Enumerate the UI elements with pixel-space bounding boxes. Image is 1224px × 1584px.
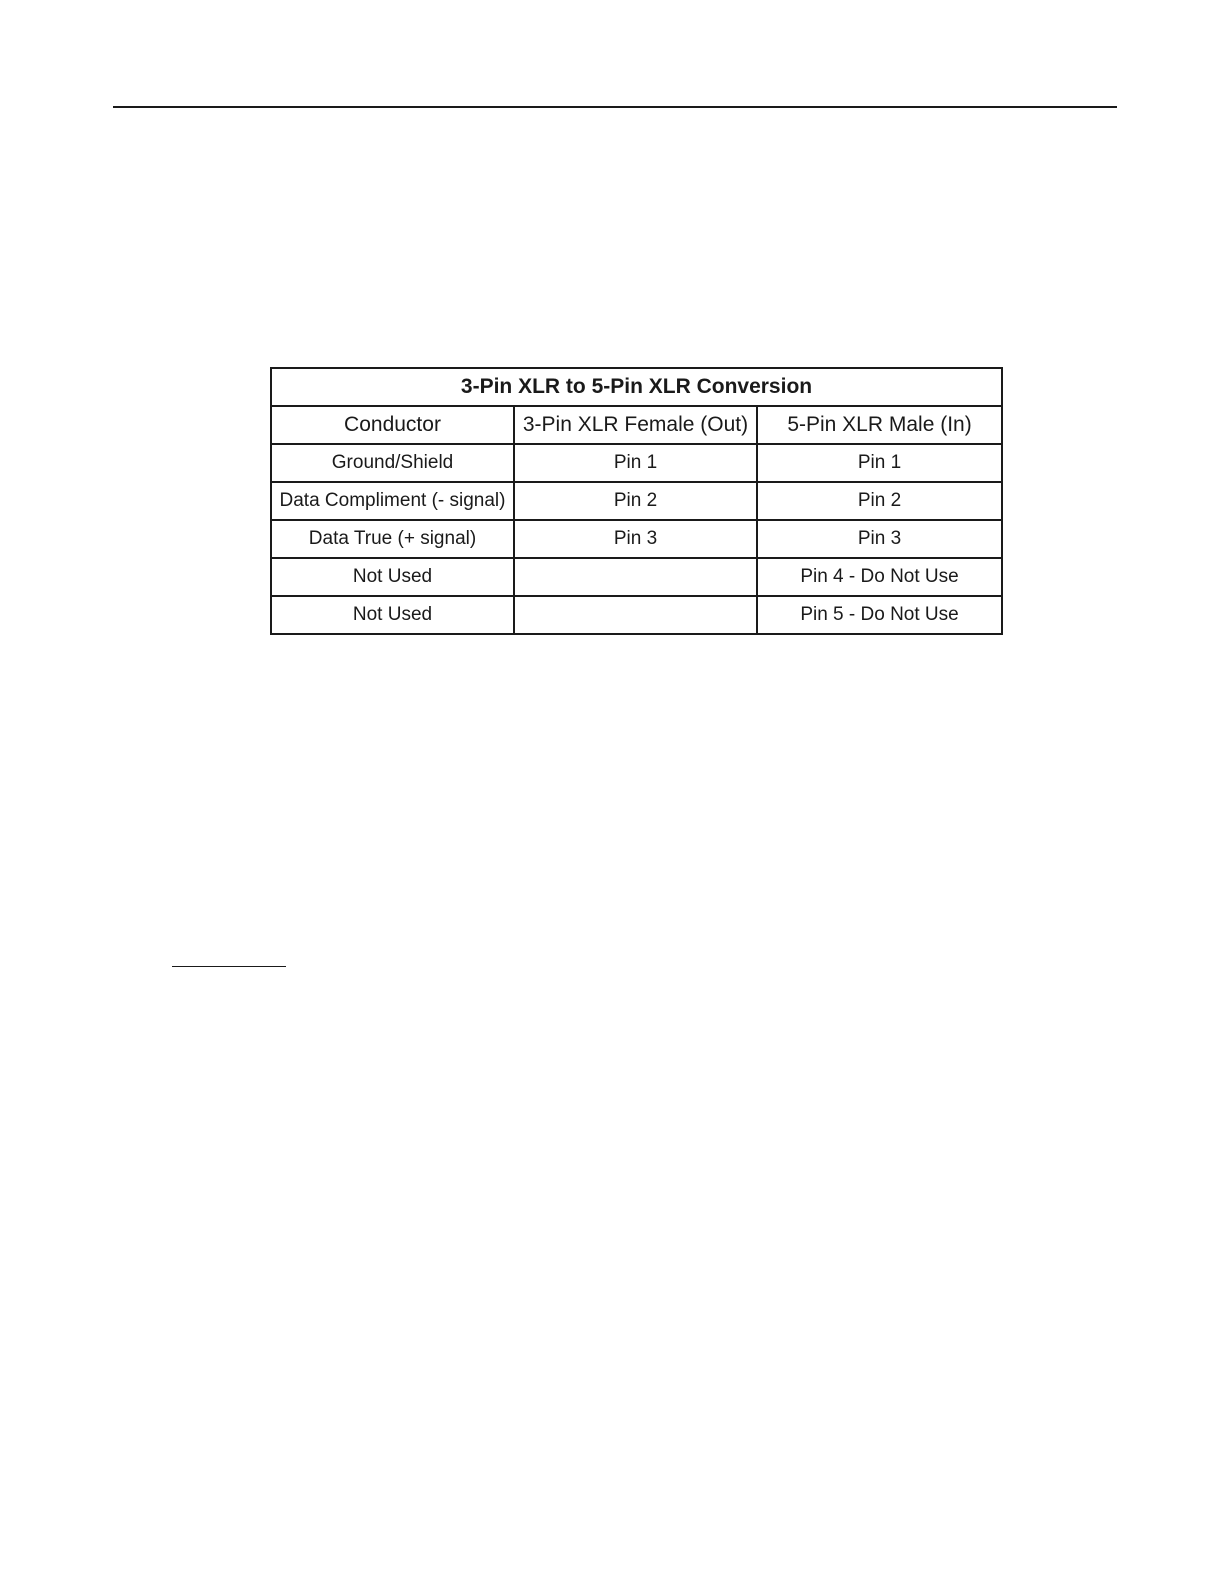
conductor-cell: Ground/Shield	[271, 444, 514, 482]
table-row	[271, 520, 1002, 558]
table-row	[271, 558, 1002, 596]
table-row	[271, 596, 1002, 634]
3pin-cell: Pin 2	[514, 482, 757, 520]
3pin-cell	[514, 596, 757, 634]
table-title-row	[271, 368, 1002, 406]
conductor-cell: Not Used	[271, 558, 514, 596]
column-header-3pin: 3-Pin XLR Female (Out)	[514, 406, 757, 444]
header-rule	[113, 106, 1117, 108]
footnote-rule	[172, 966, 286, 967]
5pin-cell: Pin 4 - Do Not Use	[757, 558, 1002, 596]
table-header-row	[271, 406, 1002, 444]
3pin-cell: Pin 1	[514, 444, 757, 482]
column-header-conductor: Conductor	[271, 406, 514, 444]
column-header-5pin: 5-Pin XLR Male (In)	[757, 406, 1002, 444]
5pin-cell: Pin 2	[757, 482, 1002, 520]
conductor-cell: Data Compliment (- signal)	[271, 482, 514, 520]
3pin-cell: Pin 3	[514, 520, 757, 558]
conductor-cell: Not Used	[271, 596, 514, 634]
5pin-cell: Pin 3	[757, 520, 1002, 558]
conductor-cell: Data True (+ signal)	[271, 520, 514, 558]
xlr-conversion-table	[270, 367, 1003, 635]
5pin-cell: Pin 1	[757, 444, 1002, 482]
3pin-cell	[514, 558, 757, 596]
table-row	[271, 482, 1002, 520]
table-row	[271, 444, 1002, 482]
5pin-cell: Pin 5 - Do Not Use	[757, 596, 1002, 634]
table-title: 3-Pin XLR to 5-Pin XLR Conversion	[271, 368, 1002, 406]
